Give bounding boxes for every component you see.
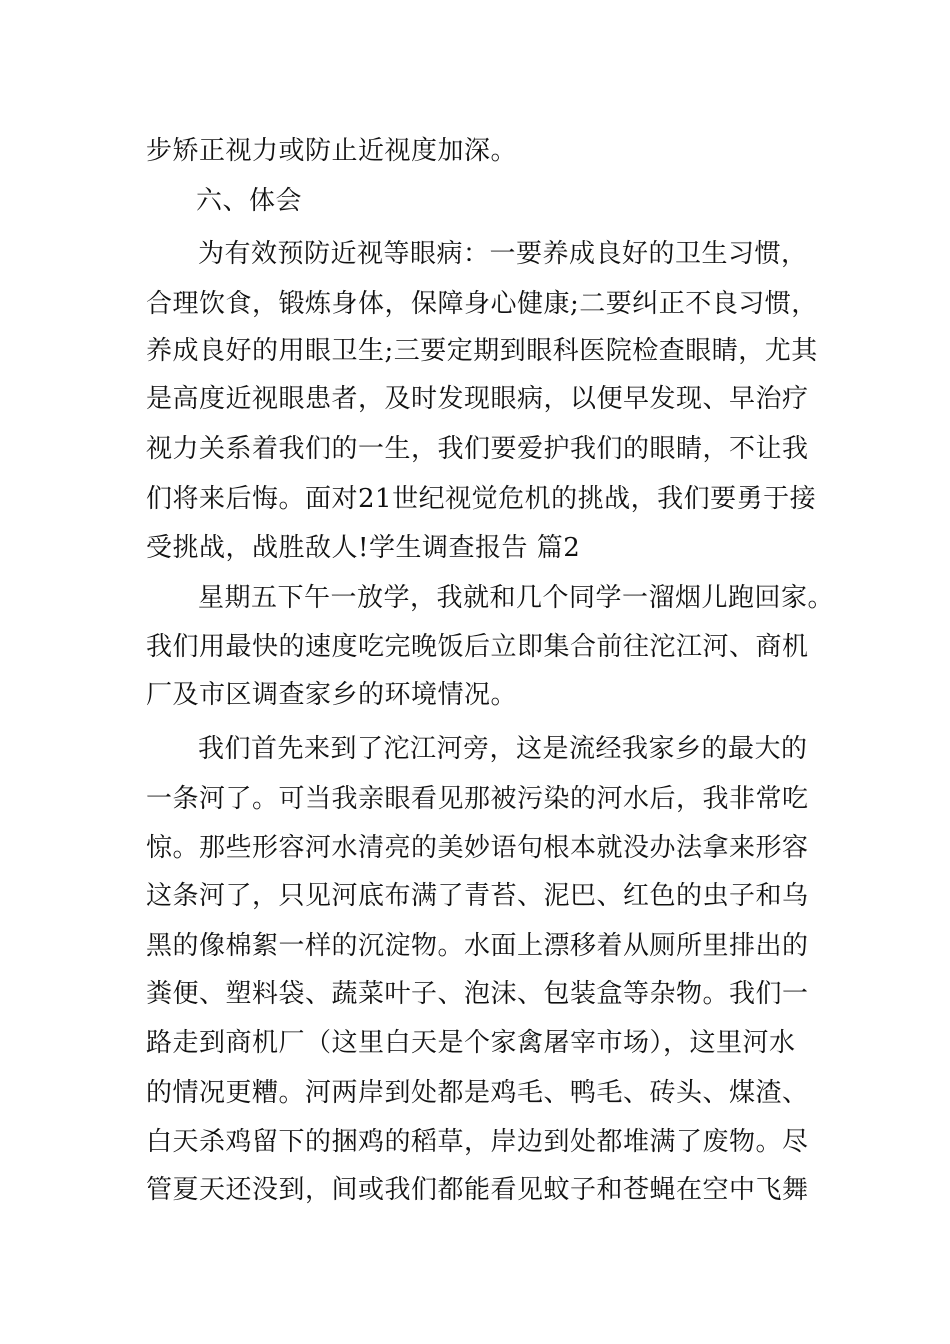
text-line: 我们用最快的速度吃完晚饭后立即集合前往沱江河、商机 xyxy=(146,632,809,662)
text-line: 一条河了。可当我亲眼看见那被污染的河水后，我非常吃 xyxy=(146,784,809,814)
text-line: 们将来后悔。面对21世纪视觉危机的挑战，我们要勇于接 xyxy=(146,484,817,514)
text-line: 这条河了，只见河底布满了青苔、泥巴、红色的虫子和乌 xyxy=(146,881,809,911)
text-line: 受挑战，战胜敌人!学生调查报告 篇2 xyxy=(146,533,581,563)
text-line: 白天杀鸡留下的捆鸡的稻草，岸边到处都堆满了废物。尽 xyxy=(146,1127,809,1157)
text-line: 合理饮食，锻炼身体，保障身心健康;二要纠正不良习惯， xyxy=(146,289,818,319)
text-line: 步矫正视力或防止近视度加深。 xyxy=(146,136,518,166)
text-line: 视力关系着我们的一生，我们要爱护我们的眼睛，不让我 xyxy=(146,434,809,464)
text-line: 养成良好的用眼卫生;三要定期到眼科医院检查眼睛，尤其 xyxy=(146,336,818,366)
text-line: 的情况更糟。河两岸到处都是鸡毛、鸭毛、砖头、煤渣、 xyxy=(146,1078,809,1108)
text-line: 粪便、塑料袋、蔬菜叶子、泡沫、包装盒等杂物。我们一 xyxy=(146,979,809,1009)
text-line: 管夏天还没到，间或我们都能看见蚊子和苍蝇在空中飞舞 xyxy=(146,1175,809,1205)
text-line: 星期五下午一放学，我就和几个同学一溜烟儿跑回家。 xyxy=(198,583,835,613)
text-line: 黑的像棉絮一样的沉淀物。水面上漂移着从厕所里排出的 xyxy=(146,931,809,961)
text-line: 我们首先来到了沱江河旁，这是流经我家乡的最大的 xyxy=(198,734,808,764)
text-line: 路走到商机厂（这里白天是个家禽屠宰市场），这里河水 xyxy=(146,1028,796,1058)
text-line: 为有效预防近视等眼病：一要养成良好的卫生习惯， xyxy=(198,239,808,269)
text-line: 惊。那些形容河水清亮的美妙语句根本就没办法拿来形容 xyxy=(146,833,809,863)
section-heading: 六、体会 xyxy=(196,186,303,216)
text-line: 是高度近视眼患者，及时发现眼病，以便早发现、早治疗 xyxy=(146,384,809,414)
text-line: 厂及市区调查家乡的环境情况。 xyxy=(146,680,518,710)
